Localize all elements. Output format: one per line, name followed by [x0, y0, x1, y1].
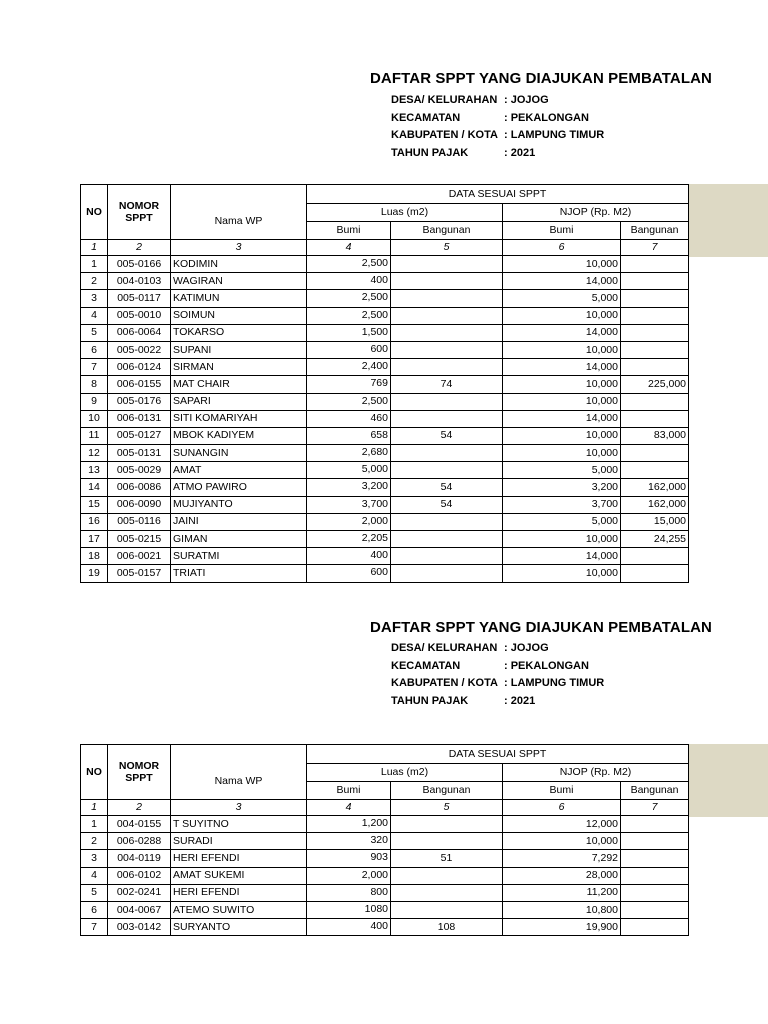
luas-bangunan-cell	[391, 410, 503, 427]
table-row	[81, 884, 689, 901]
nama-wp-cell: ATMO PAWIRO	[171, 479, 307, 496]
njop-bumi-cell: 10,800	[503, 901, 621, 918]
luas-bumi-cell: 5,000	[307, 462, 391, 479]
nama-wp-cell: AMAT SUKEMI	[171, 867, 307, 884]
njop-bumi-cell: 10,000	[503, 307, 621, 324]
table-row	[81, 393, 689, 410]
table-body	[81, 256, 689, 583]
njop-bangunan-cell: 162,000	[621, 496, 689, 513]
nomor-sppt-cell: 006-0086	[108, 479, 171, 496]
nomor-sppt-cell: 002-0241	[108, 884, 171, 901]
njop-bangunan-cell: 83,000	[621, 427, 689, 444]
nomor-sppt-cell: 006-0124	[108, 359, 171, 376]
table-row	[81, 565, 689, 582]
luas-bangunan-cell	[391, 359, 503, 376]
luas-bumi-cell: 2,500	[307, 256, 391, 273]
luas-bumi-cell: 2,000	[307, 867, 391, 884]
njop-bumi-cell: 11,200	[503, 884, 621, 901]
table-row	[81, 256, 689, 273]
luas-bangunan-cell	[391, 884, 503, 901]
header-luas-bangunan: Bangunan	[391, 222, 503, 240]
nama-wp-cell: MAT CHAIR	[171, 376, 307, 393]
header-njop: NJOP (Rp. M2)	[503, 764, 689, 782]
header-nama-wp: Nama WP	[171, 764, 307, 800]
row-no-cell: 5	[81, 324, 108, 341]
nama-wp-cell: WAGIRAN	[171, 273, 307, 290]
header-luas: Luas (m2)	[307, 204, 503, 222]
njop-bumi-cell: 10,000	[503, 341, 621, 358]
sppt-table	[80, 744, 689, 936]
luas-bumi-cell: 460	[307, 410, 391, 427]
header-luas-bumi: Bumi	[307, 782, 391, 800]
nomor-sppt-cell: 006-0090	[108, 496, 171, 513]
header-nama-wp: Nama WP	[171, 204, 307, 240]
nama-wp-cell: HERI EFENDI	[171, 884, 307, 901]
njop-bumi-cell: 10,000	[503, 833, 621, 850]
table-row	[81, 324, 689, 341]
nama-wp-cell: SUPANI	[171, 341, 307, 358]
table-row	[81, 479, 689, 496]
table-row	[81, 273, 689, 290]
nomor-sppt-cell: 003-0142	[108, 919, 171, 936]
luas-bangunan-cell	[391, 816, 503, 833]
nomor-sppt-cell: 005-0215	[108, 531, 171, 548]
row-no-cell: 14	[81, 479, 108, 496]
njop-bangunan-cell	[621, 901, 689, 918]
col-number: 3	[171, 800, 307, 816]
nomor-sppt-cell: 005-0022	[108, 341, 171, 358]
njop-bumi-cell: 14,000	[503, 324, 621, 341]
row-no-cell: 17	[81, 531, 108, 548]
nama-wp-cell: T SUYITNO	[171, 816, 307, 833]
njop-bangunan-cell	[621, 256, 689, 273]
header-no: NO	[81, 745, 108, 800]
luas-bumi-cell: 600	[307, 341, 391, 358]
luas-bumi-cell: 2,400	[307, 359, 391, 376]
luas-bumi-cell: 903	[307, 850, 391, 867]
luas-bangunan-cell	[391, 531, 503, 548]
header-njop-bangunan: Bangunan	[621, 222, 689, 240]
table-row	[81, 548, 689, 565]
row-no-cell: 18	[81, 548, 108, 565]
row-no-cell: 7	[81, 919, 108, 936]
njop-bangunan-cell	[621, 884, 689, 901]
row-no-cell: 10	[81, 410, 108, 427]
njop-bangunan-cell	[621, 919, 689, 936]
nomor-sppt-cell: 006-0155	[108, 376, 171, 393]
nomor-sppt-cell: 005-0176	[108, 393, 171, 410]
col-number: 6	[503, 800, 621, 816]
njop-bangunan-cell	[621, 324, 689, 341]
njop-bangunan-cell	[621, 833, 689, 850]
row-no-cell: 15	[81, 496, 108, 513]
njop-bangunan-cell	[621, 548, 689, 565]
header-background-band	[688, 744, 768, 817]
nomor-sppt-cell: 006-0021	[108, 548, 171, 565]
row-no-cell: 6	[81, 901, 108, 918]
luas-bumi-cell: 3,200	[307, 479, 391, 496]
njop-bangunan-cell	[621, 393, 689, 410]
col-number: 4	[307, 240, 391, 256]
njop-bangunan-cell: 24,255	[621, 531, 689, 548]
nama-wp-cell: ATEMO SUWITO	[171, 901, 307, 918]
nama-wp-cell: SURADI	[171, 833, 307, 850]
luas-bangunan-cell	[391, 307, 503, 324]
luas-bangunan-cell: 54	[391, 427, 503, 444]
nomor-sppt-cell: 005-0010	[108, 307, 171, 324]
nama-wp-cell: MBOK KADIYEM	[171, 427, 307, 444]
table-row	[81, 445, 689, 462]
njop-bangunan-cell: 225,000	[621, 376, 689, 393]
nomor-sppt-cell: 005-0127	[108, 427, 171, 444]
njop-bumi-cell: 5,000	[503, 462, 621, 479]
njop-bumi-cell: 14,000	[503, 359, 621, 376]
luas-bangunan-cell	[391, 256, 503, 273]
luas-bumi-cell: 600	[307, 565, 391, 582]
table-row	[81, 410, 689, 427]
nomor-sppt-cell: 005-0117	[108, 290, 171, 307]
header-njop-bangunan: Bangunan	[621, 782, 689, 800]
luas-bangunan-cell	[391, 324, 503, 341]
nama-wp-cell: MUJIYANTO	[171, 496, 307, 513]
luas-bangunan-cell	[391, 462, 503, 479]
table-row	[81, 867, 689, 884]
njop-bumi-cell: 10,000	[503, 445, 621, 462]
table-row	[81, 531, 689, 548]
luas-bumi-cell: 2,500	[307, 393, 391, 410]
header-njop-bumi: Bumi	[503, 782, 621, 800]
njop-bumi-cell: 5,000	[503, 290, 621, 307]
luas-bangunan-cell	[391, 290, 503, 307]
luas-bumi-cell: 2,205	[307, 531, 391, 548]
luas-bangunan-cell	[391, 901, 503, 918]
document-title: DAFTAR SPPT YANG DIAJUKAN PEMBATALAN	[370, 70, 712, 87]
nama-wp-cell: JAINI	[171, 513, 307, 530]
nama-wp-cell: SURATMI	[171, 548, 307, 565]
nama-wp-cell: GIMAN	[171, 531, 307, 548]
nomor-sppt-cell: 006-0102	[108, 867, 171, 884]
table-row	[81, 901, 689, 918]
header-data-sesuai: DATA SESUAI SPPT	[307, 185, 689, 204]
header-luas-bangunan: Bangunan	[391, 782, 503, 800]
nomor-sppt-cell: 004-0067	[108, 901, 171, 918]
row-no-cell: 2	[81, 273, 108, 290]
nomor-sppt-cell: 005-0166	[108, 256, 171, 273]
luas-bangunan-cell: 51	[391, 850, 503, 867]
njop-bumi-cell: 5,000	[503, 513, 621, 530]
njop-bangunan-cell	[621, 410, 689, 427]
table-row	[81, 833, 689, 850]
header-luas-bumi: Bumi	[307, 222, 391, 240]
table-row	[81, 290, 689, 307]
col-number: 2	[108, 240, 171, 256]
table-row	[81, 376, 689, 393]
nomor-sppt-cell: 006-0064	[108, 324, 171, 341]
njop-bumi-cell: 14,000	[503, 410, 621, 427]
luas-bangunan-cell	[391, 273, 503, 290]
nama-wp-cell: SOIMUN	[171, 307, 307, 324]
njop-bumi-cell: 3,200	[503, 479, 621, 496]
row-no-cell: 16	[81, 513, 108, 530]
row-no-cell: 9	[81, 393, 108, 410]
row-no-cell: 4	[81, 307, 108, 324]
luas-bangunan-cell: 108	[391, 919, 503, 936]
table-row	[81, 919, 689, 936]
table-row	[81, 427, 689, 444]
col-number: 3	[171, 240, 307, 256]
njop-bangunan-cell	[621, 341, 689, 358]
table-row	[81, 816, 689, 833]
luas-bangunan-cell	[391, 341, 503, 358]
row-no-cell: 4	[81, 867, 108, 884]
nomor-sppt-cell: 005-0029	[108, 462, 171, 479]
njop-bangunan-cell: 15,000	[621, 513, 689, 530]
header-data-sesuai: DATA SESUAI SPPT	[307, 745, 689, 764]
njop-bangunan-cell	[621, 359, 689, 376]
njop-bangunan-cell	[621, 445, 689, 462]
header-njop: NJOP (Rp. M2)	[503, 204, 689, 222]
col-number: 2	[108, 800, 171, 816]
njop-bangunan-cell	[621, 273, 689, 290]
luas-bangunan-cell	[391, 548, 503, 565]
njop-bangunan-cell	[621, 816, 689, 833]
col-number: 1	[81, 800, 108, 816]
table-body	[81, 816, 689, 936]
sppt-table	[80, 184, 689, 583]
luas-bumi-cell: 400	[307, 919, 391, 936]
header-background-band	[688, 184, 768, 257]
nomor-sppt-cell: 005-0131	[108, 445, 171, 462]
luas-bumi-cell: 658	[307, 427, 391, 444]
header-luas: Luas (m2)	[307, 764, 503, 782]
njop-bumi-cell: 28,000	[503, 867, 621, 884]
nama-wp-cell: SAPARI	[171, 393, 307, 410]
luas-bumi-cell: 400	[307, 548, 391, 565]
luas-bumi-cell: 2,680	[307, 445, 391, 462]
luas-bumi-cell: 400	[307, 273, 391, 290]
luas-bumi-cell: 2,000	[307, 513, 391, 530]
row-no-cell: 3	[81, 850, 108, 867]
luas-bumi-cell: 1080	[307, 901, 391, 918]
row-no-cell: 1	[81, 256, 108, 273]
nomor-sppt-cell: 005-0116	[108, 513, 171, 530]
njop-bangunan-cell: 162,000	[621, 479, 689, 496]
nama-wp-cell: TRIATI	[171, 565, 307, 582]
col-number: 7	[621, 800, 689, 816]
njop-bangunan-cell	[621, 867, 689, 884]
col-number: 4	[307, 800, 391, 816]
njop-bumi-cell: 10,000	[503, 427, 621, 444]
table-row	[81, 513, 689, 530]
njop-bumi-cell: 3,700	[503, 496, 621, 513]
luas-bangunan-cell	[391, 565, 503, 582]
nama-wp-cell: SURYANTO	[171, 919, 307, 936]
col-number: 7	[621, 240, 689, 256]
njop-bangunan-cell	[621, 462, 689, 479]
nama-wp-cell: SIRMAN	[171, 359, 307, 376]
njop-bumi-cell: 14,000	[503, 548, 621, 565]
row-no-cell: 5	[81, 884, 108, 901]
header-nomor-sppt: NOMOR SPPT	[108, 745, 171, 800]
luas-bumi-cell: 2,500	[307, 307, 391, 324]
row-no-cell: 6	[81, 341, 108, 358]
njop-bumi-cell: 10,000	[503, 256, 621, 273]
nama-wp-cell: KODIMIN	[171, 256, 307, 273]
njop-bumi-cell: 10,000	[503, 565, 621, 582]
luas-bangunan-cell: 74	[391, 376, 503, 393]
row-no-cell: 3	[81, 290, 108, 307]
luas-bumi-cell: 320	[307, 833, 391, 850]
luas-bumi-cell: 1,500	[307, 324, 391, 341]
table-row	[81, 462, 689, 479]
row-no-cell: 8	[81, 376, 108, 393]
luas-bangunan-cell	[391, 513, 503, 530]
table-row	[81, 496, 689, 513]
njop-bangunan-cell	[621, 565, 689, 582]
nomor-sppt-cell: 006-0131	[108, 410, 171, 427]
nama-wp-cell: HERI EFENDI	[171, 850, 307, 867]
njop-bumi-cell: 19,900	[503, 919, 621, 936]
header-spacer	[171, 745, 307, 764]
document-title: DAFTAR SPPT YANG DIAJUKAN PEMBATALAN	[370, 619, 712, 636]
nomor-sppt-cell: 006-0288	[108, 833, 171, 850]
luas-bumi-cell: 3,700	[307, 496, 391, 513]
nama-wp-cell: SUNANGIN	[171, 445, 307, 462]
row-no-cell: 7	[81, 359, 108, 376]
njop-bumi-cell: 14,000	[503, 273, 621, 290]
table-row	[81, 307, 689, 324]
luas-bangunan-cell	[391, 833, 503, 850]
njop-bumi-cell: 12,000	[503, 816, 621, 833]
luas-bangunan-cell	[391, 867, 503, 884]
row-no-cell: 19	[81, 565, 108, 582]
table-row	[81, 359, 689, 376]
nomor-sppt-cell: 004-0119	[108, 850, 171, 867]
luas-bangunan-cell	[391, 445, 503, 462]
table-row	[81, 850, 689, 867]
luas-bumi-cell: 800	[307, 884, 391, 901]
col-number: 5	[391, 240, 503, 256]
row-no-cell: 12	[81, 445, 108, 462]
row-no-cell: 13	[81, 462, 108, 479]
col-number: 5	[391, 800, 503, 816]
row-no-cell: 2	[81, 833, 108, 850]
nomor-sppt-cell: 005-0157	[108, 565, 171, 582]
nama-wp-cell: KATIMUN	[171, 290, 307, 307]
njop-bangunan-cell	[621, 850, 689, 867]
luas-bangunan-cell	[391, 393, 503, 410]
table-row	[81, 341, 689, 358]
header-njop-bumi: Bumi	[503, 222, 621, 240]
luas-bangunan-cell: 54	[391, 496, 503, 513]
nomor-sppt-cell: 004-0103	[108, 273, 171, 290]
njop-bumi-cell: 10,000	[503, 376, 621, 393]
njop-bumi-cell: 10,000	[503, 393, 621, 410]
luas-bangunan-cell: 54	[391, 479, 503, 496]
header-nomor-sppt: NOMOR SPPT	[108, 185, 171, 240]
njop-bumi-cell: 10,000	[503, 531, 621, 548]
luas-bumi-cell: 1,200	[307, 816, 391, 833]
header-no: NO	[81, 185, 108, 240]
col-number: 1	[81, 240, 108, 256]
luas-bumi-cell: 2,500	[307, 290, 391, 307]
luas-bumi-cell: 769	[307, 376, 391, 393]
nama-wp-cell: TOKARSO	[171, 324, 307, 341]
nomor-sppt-cell: 004-0155	[108, 816, 171, 833]
col-number: 6	[503, 240, 621, 256]
nama-wp-cell: AMAT	[171, 462, 307, 479]
njop-bangunan-cell	[621, 290, 689, 307]
njop-bumi-cell: 7,292	[503, 850, 621, 867]
row-no-cell: 11	[81, 427, 108, 444]
row-no-cell: 1	[81, 816, 108, 833]
njop-bangunan-cell	[621, 307, 689, 324]
nama-wp-cell: SITI KOMARIYAH	[171, 410, 307, 427]
header-spacer	[171, 185, 307, 204]
